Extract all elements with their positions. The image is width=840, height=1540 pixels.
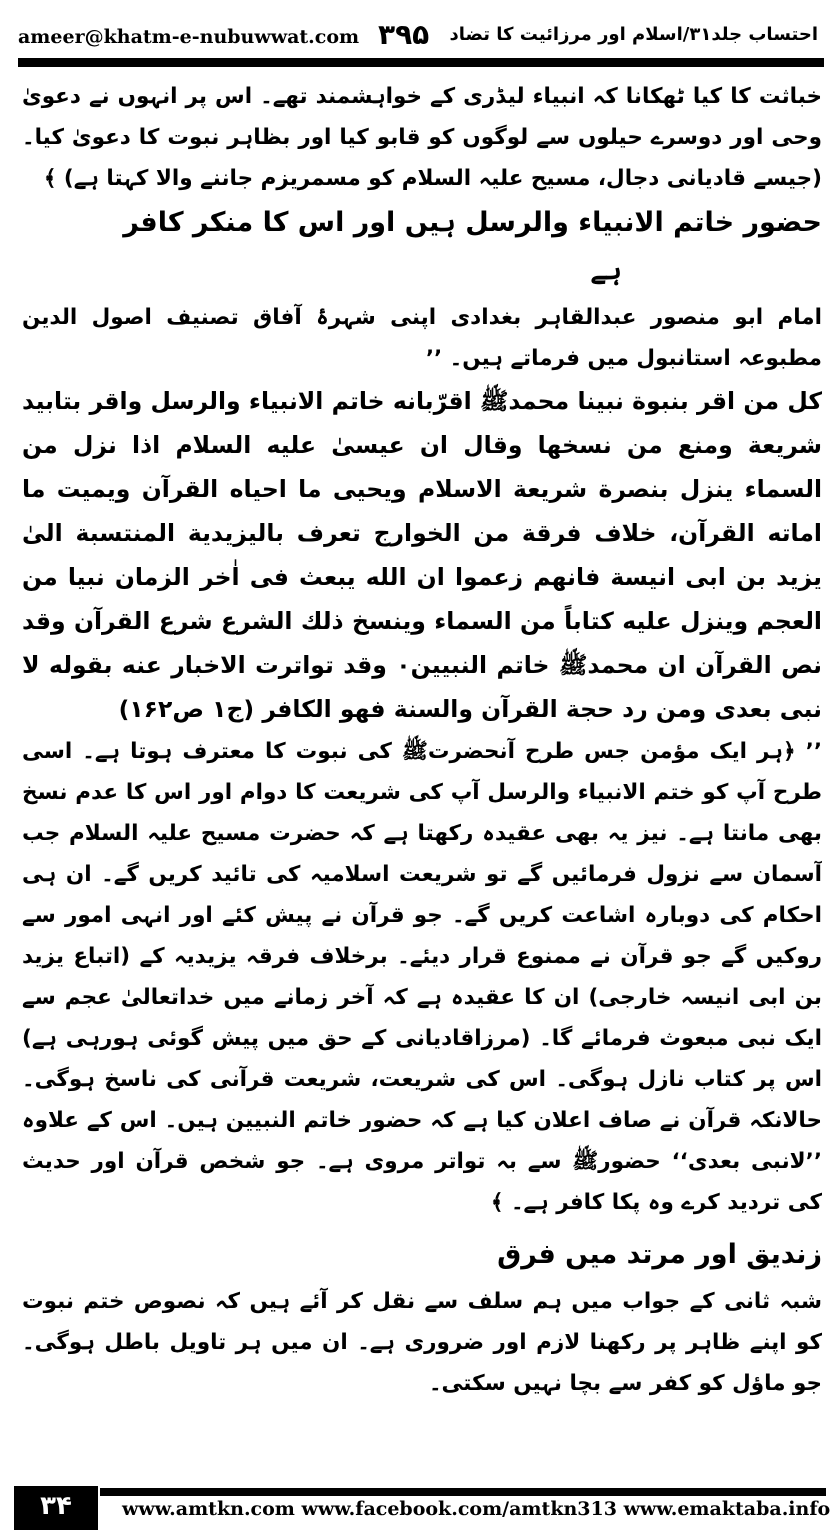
paragraph-2-intro: امام ابو منصور عبدالقاہر بغدادی اپنی شہرۂ آفاق تصنیف اصول الدین مطبوعہ استانبول میں فرماتے ہیں۔ ’’ (22, 305, 822, 371)
header-rule (18, 58, 824, 67)
heading-1-line-2: ہے (590, 255, 622, 286)
paragraph-3: شبہ ثانی کے جواب میں ہم سلف سے نقل کر آئے ہیں کہ نصوص ختم نبوت کو اپنے ظاہر پر رکھنا لازم اور ضروری ہے۔ ان میں ہر تاویل باطل ہوگی۔ جو ماؤل کو کفر سے بچا نہیں سکتی۔ (22, 1289, 822, 1396)
footer-links: www.amtkn.com www.facebook.com/amtkn313 www.emaktaba.info (122, 1498, 831, 1520)
header-email: ameer@khatm-e-nubuwwat.com (18, 26, 360, 48)
footer-rule (100, 1488, 826, 1496)
paragraph-1: خباثت کا کیا ٹھکانا کہ انبیاء لیڈری کے خواہشمند تھے۔ اس پر انہوں نے دعویٰ وحی اور دوسرے حیلوں سے لوگوں کو قابو کیا اور بظاہر نبوت کا دعویٰ کیا۔ (جیسے قادیانی دجال، مسیح علیہ السلام کو مسمریزم جاننے والا کہتا ہے) ﴾ (22, 84, 822, 191)
header-page-number: ۳۹۵ (378, 18, 430, 51)
section-heading-zindiq: زندیق اور مرتد میں فرق (497, 1239, 822, 1270)
page-header (10, 18, 822, 54)
header-book-title: احتساب جلد۳۱/اسلام اور مرزائیت کا تضاد (449, 24, 818, 45)
footer-page-number: ۳۴ (14, 1486, 98, 1530)
arabic-quotation: کل من اقر بنبوة نبینا محمدﷺ اقرّبانه خاتم الانبیاء والرسل واقر بتابید شریعة ومنع من نسخها وقال ان عیسیٰ علیه السلام اذا نزل من السماء ینزل بنصرة شریعة الاسلام ویحیی ما احیاه القرآن ویمیت ما اماته القرآن، خلاف فرقة من الخوارج تعرف بالیزیدیة المنتسبة الیٰ یزید بن ابی انیسة فانهم زعموا ان الله یبعث فی اٰخر الزمان نبیا من العجم وینزل علیه کتاباً من السماء وینسخ ذلك الشرع شرع القرآن وقد نص القرآن ان محمدﷺ خاتم النبیین۰ وقد تواترت الاخبار عنه بقوله لا نبی بعدی ومن رد حجة القرآن والسنة فهو الکافر (ج۱ ص۱۶۲) (22, 387, 822, 723)
page-footer (14, 1486, 831, 1530)
page-content (22, 76, 822, 1471)
section-heading-khatam (22, 199, 822, 295)
paragraph-2-translation: ’’ ﴿ہر ایک مؤمن جس طرح آنحضرتﷺ کی نبوت کا معترف ہوتا ہے۔ اسی طرح آپ کو ختم الانبیاء والرسل آپ کی شریعت کا دوام اور اس کا عدم نسخ بھی مانتا ہے۔ نیز یہ بھی عقیدہ رکھتا ہے کہ حضرت مسیح علیہ السلام جب آسمان سے نزول فرمائیں گے تو شریعت اسلامیہ کی تائید کریں گے۔ ان ہی احکام کی دوبارہ اشاعت کریں گے۔ جو قرآن نے پیش کئے اور انہی امور سے روکیں گے جو قرآن نے ممنوع قرار دیئے۔ برخلاف فرقہ یزیدیہ کے (اتباع یزید بن ابی انیسہ خارجی) ان کا عقیدہ ہے کہ آخر زمانے میں خداتعالیٰ عجم سے ایک نبی مبعوث فرمائے گا۔ (مرزاقادیانی کے حق میں پیش گوئی ہورہی ہے) اس پر کتاب نازل ہوگی۔ اس کی شریعت، شریعت قرآنی کی ناسخ ہوگی۔ حالانکہ قرآن نے صاف اعلان کیا ہے کہ حضور خاتم النبیین ہیں۔ اس کے علاوہ ’’لانبی بعدی‘‘ حضورﷺ سے بہ تواتر مروی ہے۔ جو شخص قرآن اور حدیث کی تردید کرے وہ پکا کافر ہے۔ ﴾ (22, 739, 822, 1215)
heading-1-line-1: حضور خاتم الانبیاء والرسل ہیں اور اس کا منکر کافر (123, 207, 822, 238)
